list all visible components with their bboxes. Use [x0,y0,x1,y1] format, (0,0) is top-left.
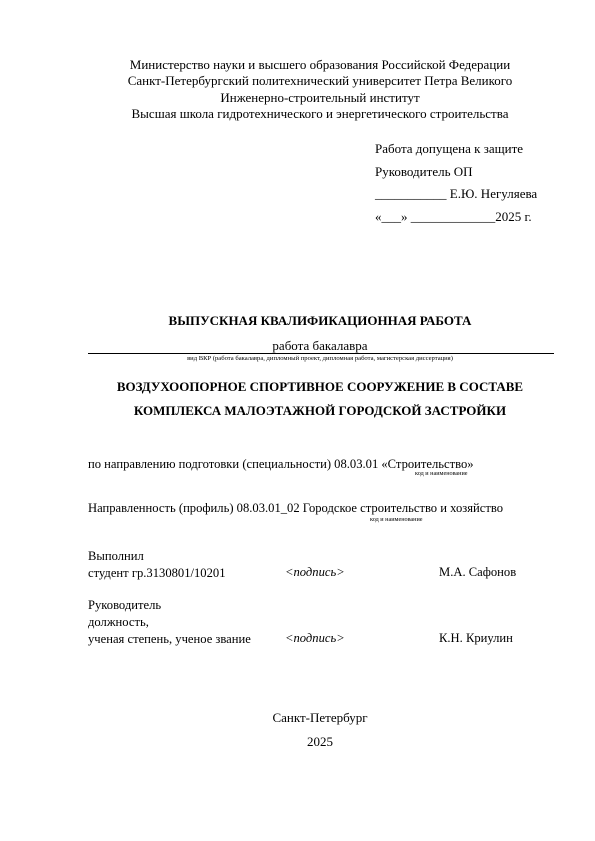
approval-head-label: Руководитель ОП [375,163,473,179]
performer-signature: <подпись> [285,565,345,579]
supervisor-signature: <подпись> [285,631,345,645]
school-line: Высшая школа гидротехнического и энергетического строительства [131,106,509,122]
topic-line-1: ВОЗДУХООПОРНОЕ СПОРТИВНОЕ СООРУЖЕНИЕ В СОСТАВЕ [116,379,524,394]
approval-head-signature: ___________ Е.Ю. Негуляева [375,186,538,201]
performer-label: Выполнил [88,549,144,563]
topic-line-2: КОМПЛЕКСА МАЛОЭТАЖНОЙ ГОРОДСКОЙ ЗАСТРОЙКИ [133,403,507,418]
institute-line: Инженерно-строительный институт [220,89,420,105]
performer-role: студент гр.3130801/10201 [88,566,226,580]
institution-header [0,57,595,123]
work-type-caption: вид ВКР (работа бакалавра, дипломный проект, дипломная работа, магистерская диссертация) [187,355,453,362]
performer-name: М.А. Сафонов [439,565,517,579]
work-type-underline [88,353,554,354]
work-title: ВЫПУСКНАЯ КВАЛИФИКАЦИОННАЯ РАБОТА [168,313,472,328]
supervisor-block [88,597,251,648]
university-line: Санкт-Петербургский политехнический университет Петра Великого [127,73,513,89]
supervisor-degree: ученая степень, ученое звание [88,632,251,646]
supervisor-label: Руководитель [88,598,162,612]
thesis-topic [0,375,595,423]
approval-admitted: Работа допущена к защите [375,141,524,156]
study-direction-caption: код и наименование [415,470,468,477]
footer-city: Санкт-Петербург [272,710,368,725]
supervisor-name: К.Н. Криулин [439,631,513,645]
approval-block [375,138,537,228]
footer-year: 2025 [307,734,333,749]
performer-block [88,548,226,582]
approval-date: «___» _____________2025 г. [375,208,532,224]
ministry-line: Министерство науки и высшего образования Российской Федерации [129,57,511,72]
study-profile: Направленность (профиль) 08.03.01_02 Городское строительство и хозяйство [88,501,504,515]
study-direction: по направлению подготовки (специальности) 08.03.01 «Строительство» [88,457,474,471]
work-type: работа бакалавра [272,338,368,353]
supervisor-position: должность, [88,615,149,629]
study-profile-caption: код и наименование [370,516,423,523]
